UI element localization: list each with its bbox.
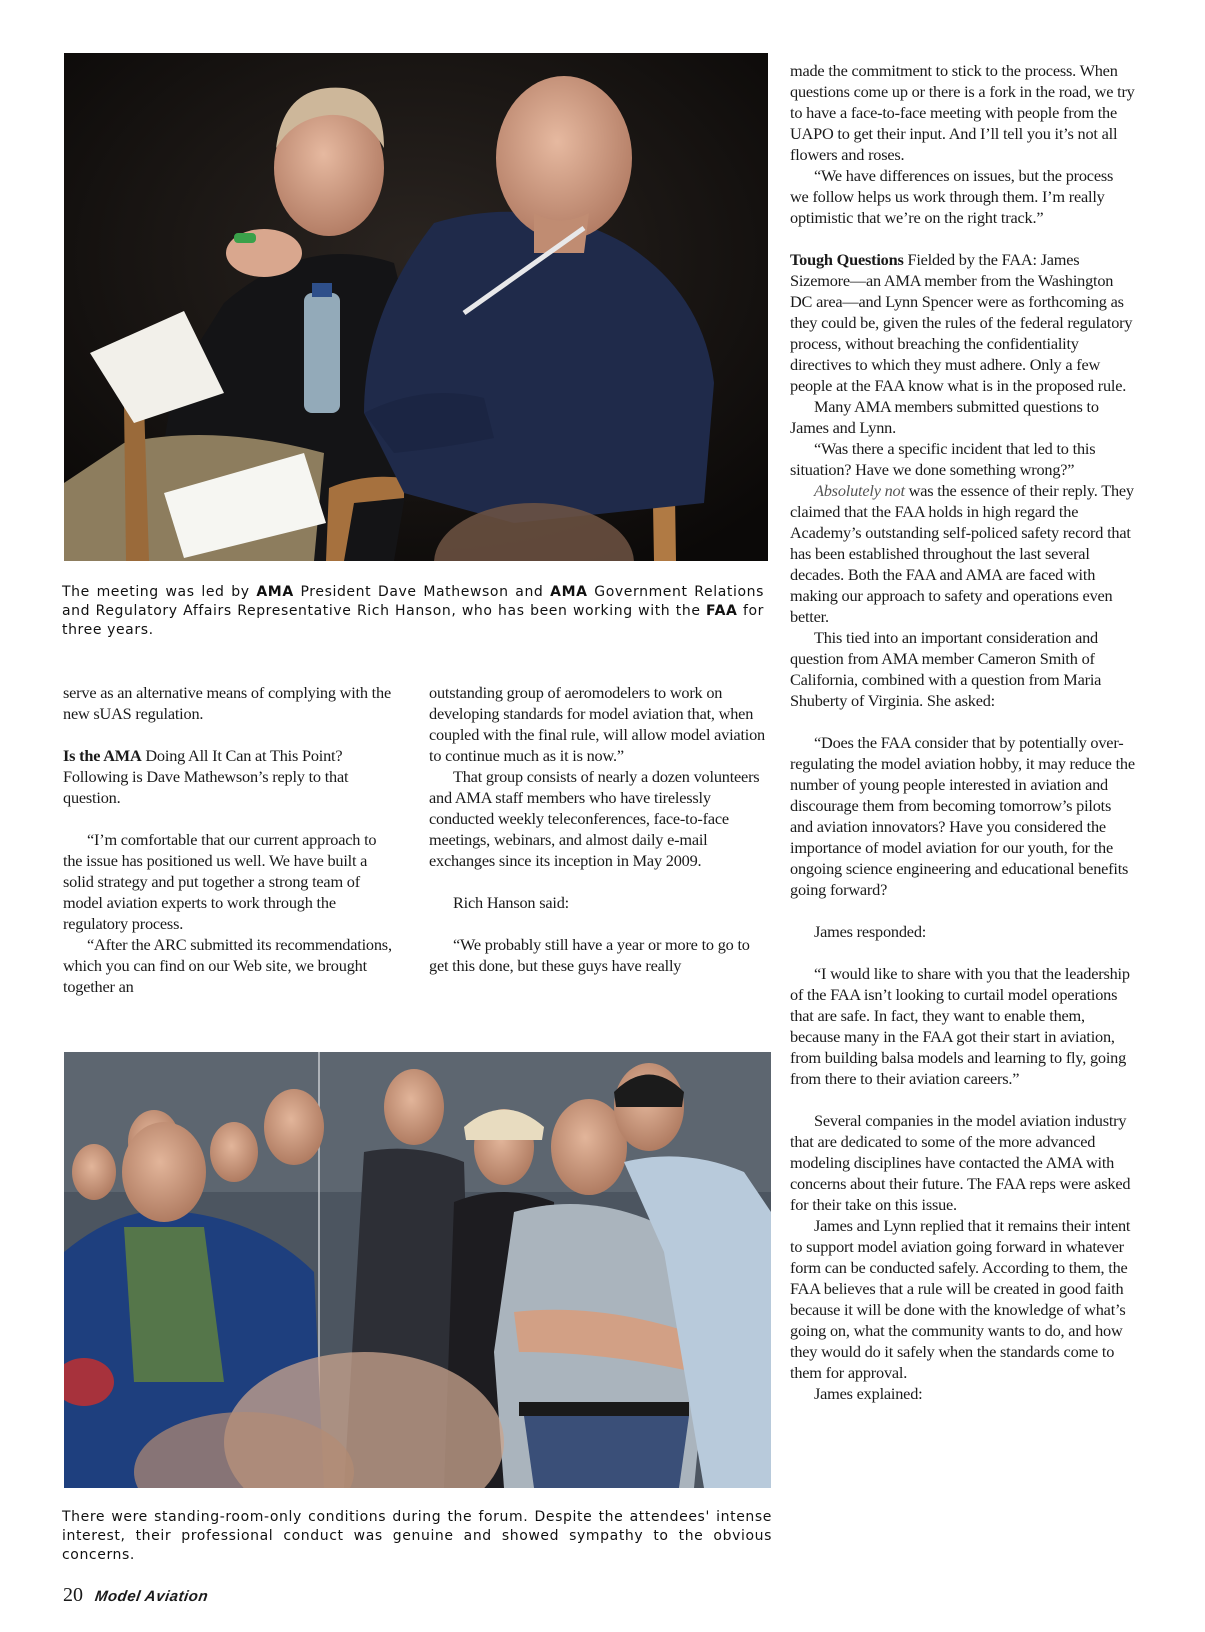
article-column-2 xyxy=(429,682,769,976)
paragraph: serve as an alternative means of complying with the new sUAS regulation. xyxy=(63,683,391,723)
speakers-photo-illustration xyxy=(64,53,768,561)
paragraph: James explained: xyxy=(814,1384,923,1403)
speakers-photo-caption xyxy=(62,583,764,640)
paragraph: outstanding group of aeromodelers to work on developing standards for model aviation that, when coupled with the final rule, will allow model aviation to continue much as it is now.” xyxy=(429,683,765,765)
paragraph-subhead xyxy=(63,745,398,808)
paragraph: “Was there a specific incident that led to this situation? Have we done something wrong?” xyxy=(790,439,1096,479)
paragraph: “We probably still have a year or more to go to get this done, but these guys have really xyxy=(429,935,750,975)
audience-photo-illustration xyxy=(64,1052,771,1488)
paragraph-quote: “I would like to share with you that the leadership of the FAA isn’t looking to curtail model operations that are safe. In fact, they want to enable them, because many in the FAA got their start in aviation, from building balsa models and learning to fly, going from there to their aviation careers.” xyxy=(790,964,1130,1088)
speakers-photo xyxy=(64,53,768,561)
caption-text: The meeting was led by xyxy=(62,584,257,600)
paragraph: made the commitment to stick to the process. When questions come up or there is a fork in the road, we try to have a face-to-face meeting with people from the UAPO to get their input. And I’ll tell you it’s not all flowers and roses. xyxy=(790,61,1135,164)
page-footer xyxy=(63,1584,208,1614)
paragraph: “After the ARC submitted its recommendations, which you can find on our Web site, we brought together an xyxy=(63,935,392,996)
caption-text: for three years. xyxy=(62,603,764,638)
audience-photo xyxy=(64,1052,771,1488)
paragraph: “We have differences on issues, but the process we follow helps us work through them. I’m really optimistic that we’re on the right track.” xyxy=(790,166,1114,227)
paragraph: “I’m comfortable that our current approach to the issue has positioned us well. We have built a solid strategy and put together a strong team of model aviation experts to work through the regulatory process. xyxy=(63,830,377,933)
caption-bold-faa: FAA xyxy=(706,603,738,619)
paragraph-text: Fielded by the FAA: James Sizemore—an AMA member from the Washington DC area—and Lynn Spencer were as forthcoming as they could be, given the rules of the federal regulatory process, without breaching the confidentiality directives to which they must adhere. Only a few people at the FAA know what is in the proposed rule. xyxy=(790,250,1133,395)
article-column-1 xyxy=(63,682,398,997)
paragraph: Many AMA members submitted questions to James and Lynn. xyxy=(790,397,1099,437)
caption-bold-ama: AMA xyxy=(256,584,294,600)
article-column-3 xyxy=(790,60,1135,1404)
caption-text: President Dave Mathewson and xyxy=(293,584,551,600)
paragraph: That group consists of nearly a dozen volunteers and AMA staff members who have tirelessly conducted weekly teleconferences, face-to-face meetings, webinars, and almost daily e-mail exchanges since its inception in May 2009. xyxy=(429,767,760,870)
subhead-lead: Is the AMA xyxy=(63,746,142,765)
paragraph: James responded: xyxy=(814,922,927,941)
paragraph-quote: “Does the FAA consider that by potentially over-regulating the model aviation hobby, it may reduce the number of young people interested in aviation and discourage them from becoming tomorrow’s pilots and aviation innovators? Have you considered the importance of model aviation for our youth, for the ongoing science engineering and educational benefits going forward? xyxy=(790,733,1135,899)
magazine-name: Model Aviation xyxy=(93,1588,210,1605)
paragraph-subhead xyxy=(790,249,1135,396)
subhead-lead: Tough Questions xyxy=(790,250,904,269)
page-number: 20 xyxy=(63,1584,83,1606)
caption-text: Government Relations and Regulatory Affairs Representative Rich Hanson, who has been working with the xyxy=(62,584,765,619)
paragraph: James and Lynn replied that it remains their intent to support model aviation going forward in whatever form can be conducted safely. According to them, the FAA believes that a rule will be created in good faith because it will be done with the knowledge of what’s going on, what the community wants to do, and how they would do it safely when the standards come to them for approval. xyxy=(790,1216,1131,1382)
paragraph xyxy=(790,480,1135,627)
audience-photo-caption: There were standing-room-only conditions during the forum. Despite the attendees' intense interest, their professional conduct was genuine and showed sympathy to the obvious concerns. xyxy=(62,1509,772,1563)
emphasis: Absolutely not xyxy=(814,481,905,500)
paragraph-text: was the essence of their reply. They claimed that the FAA holds in high regard the Academy’s outstanding self-policed safety record that has been established throughout the last several decades. Both the FAA and AMA are faced with making our approach to safety and operations even better. xyxy=(790,481,1134,626)
paragraph: This tied into an important consideration and question from AMA member Cameron Smith of California, combined with a question from Maria Shuberty of Virginia. She asked: xyxy=(790,628,1102,710)
paragraph: Several companies in the model aviation industry that are dedicated to some of the more advanced modeling disciplines have contacted the AMA with concerns about their future. The FAA reps were asked for their take on this issue. xyxy=(790,1111,1131,1214)
paragraph-text: Doing All It Can at This Point? Following is Dave Mathewson’s reply to that question. xyxy=(63,746,349,807)
caption-bold-ama: AMA xyxy=(550,584,588,600)
paragraph: Rich Hanson said: xyxy=(453,893,569,912)
